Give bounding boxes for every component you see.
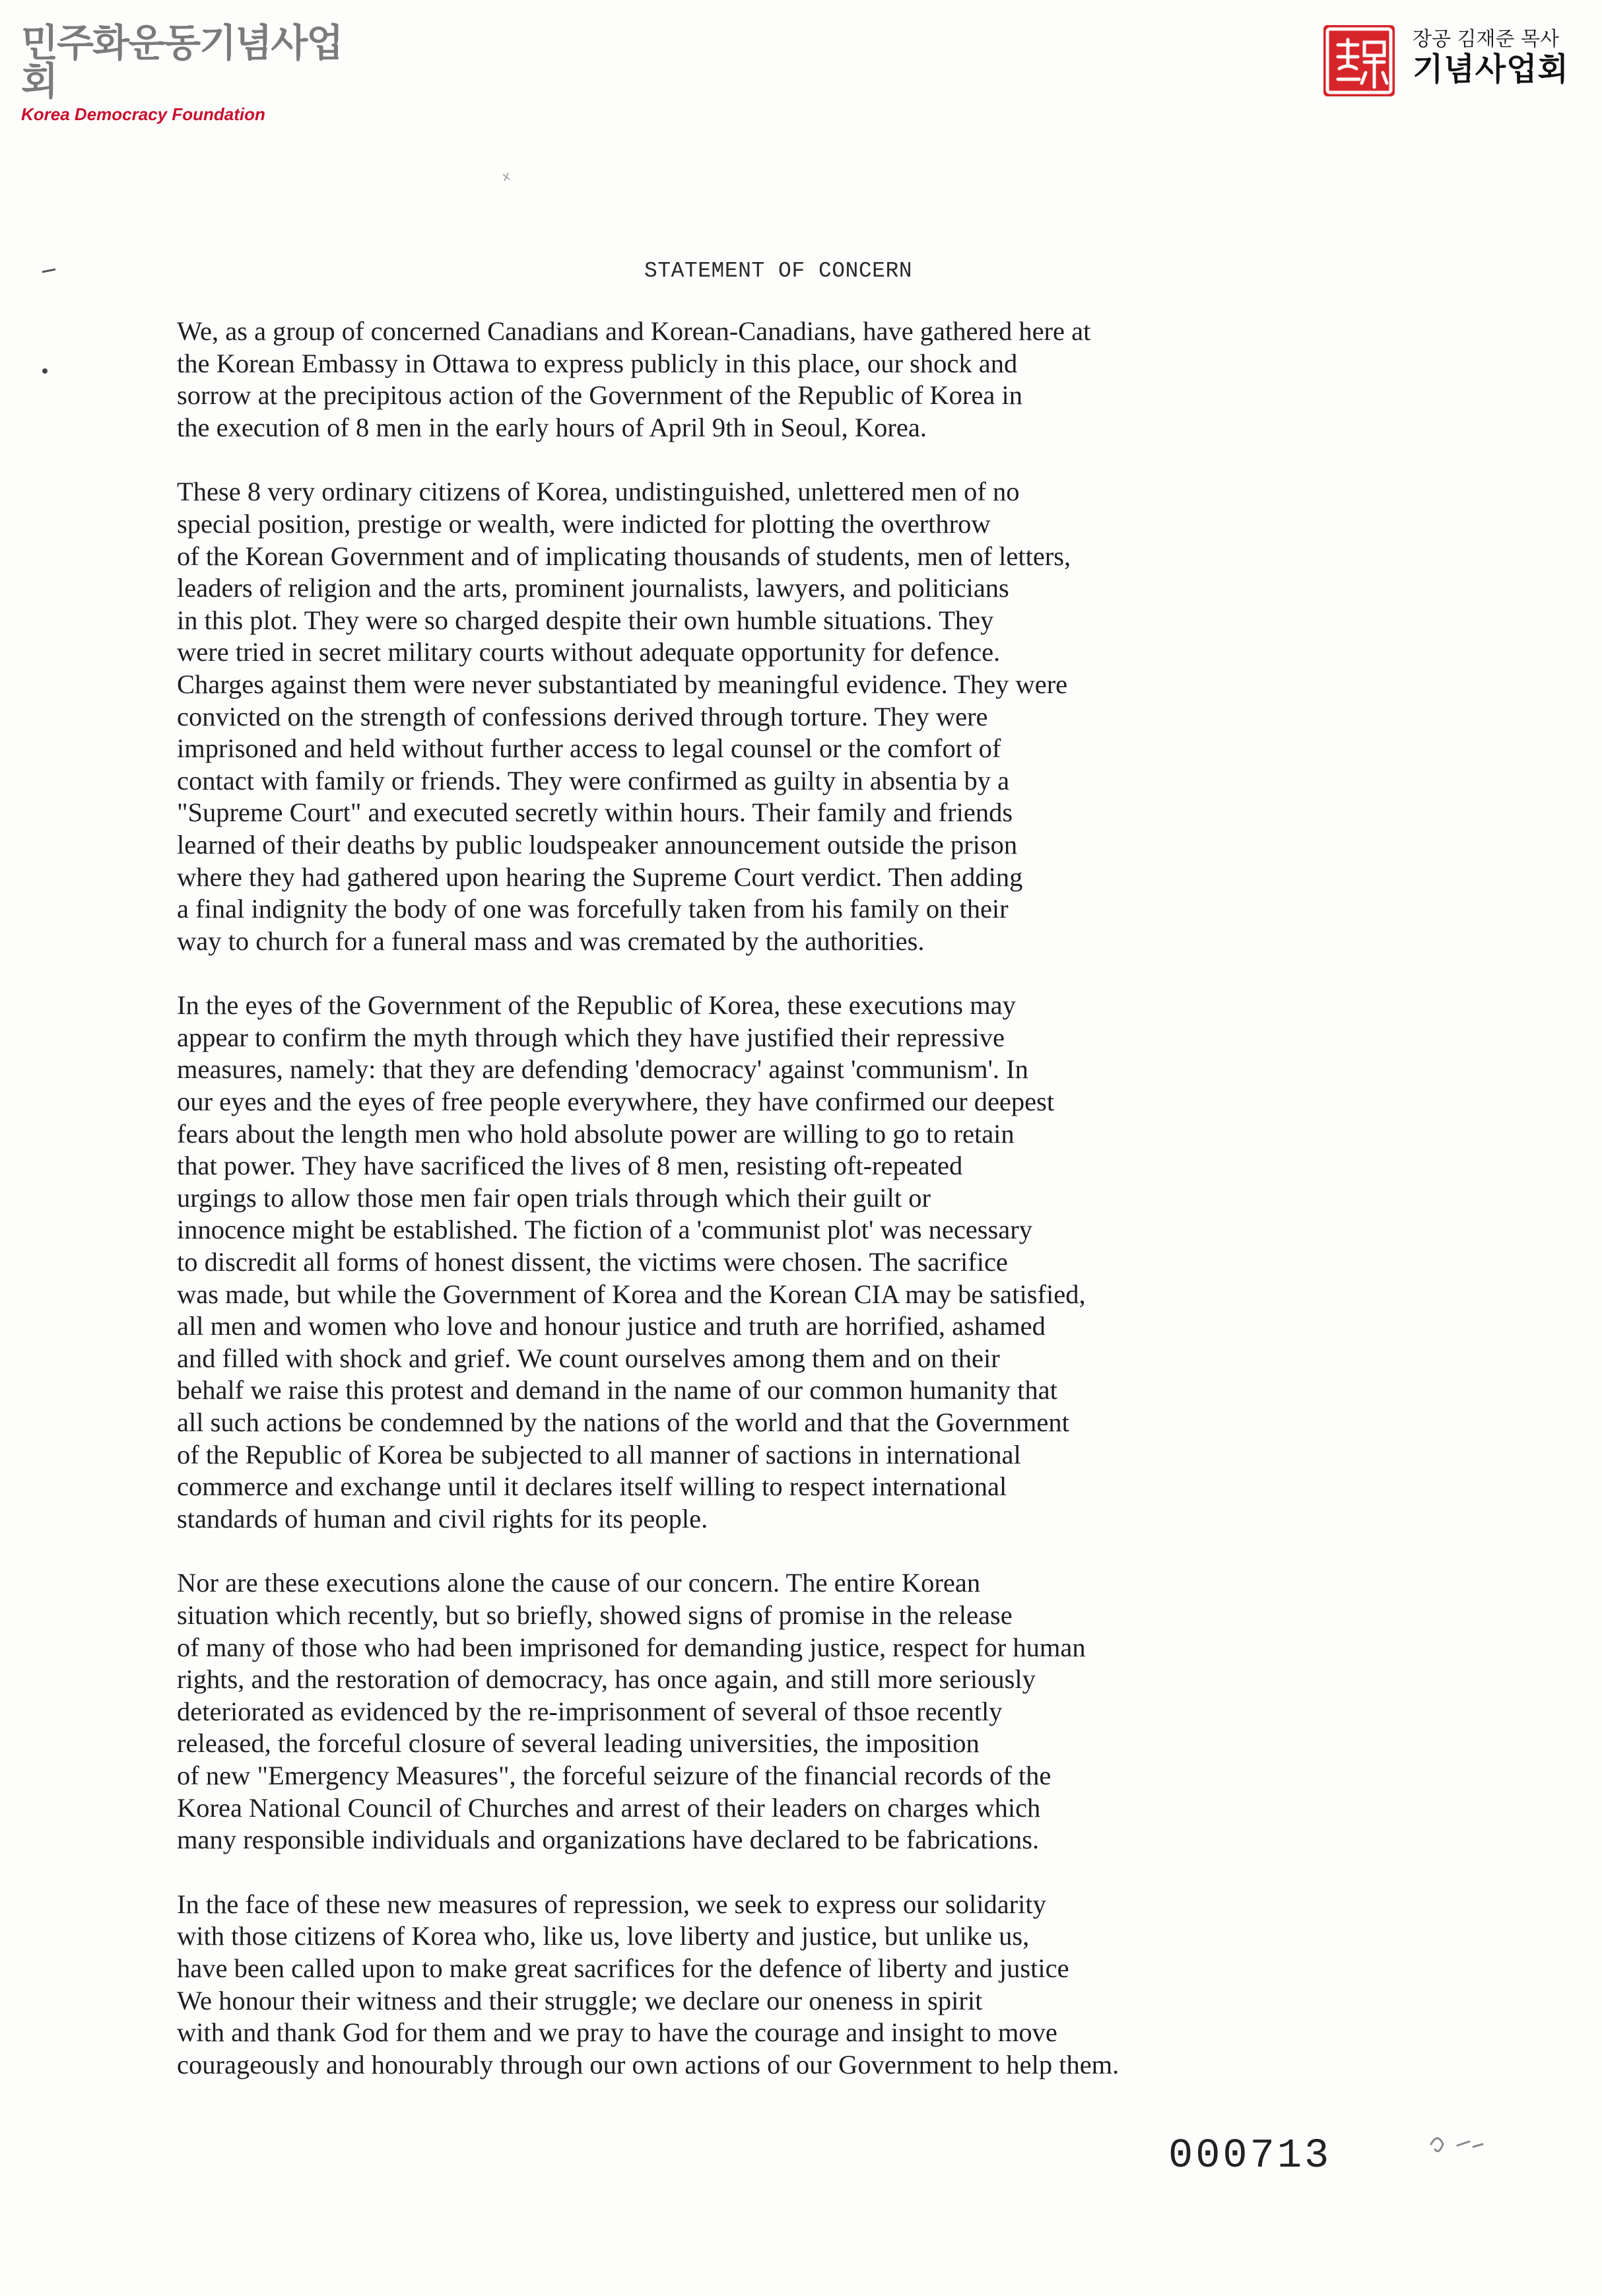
text-line: We honour their witness and their struggle; we declare our oneness in spirit xyxy=(177,1985,983,2015)
memorial-title: 기념사업회 xyxy=(1413,51,1569,88)
paragraph xyxy=(177,1567,1530,1856)
text-line: innocence might be established. The fiction of a 'communist plot' was necessary xyxy=(177,1215,1032,1245)
text-line: special position, prestige or wealth, were indicted for plotting the overthrow xyxy=(177,508,991,539)
text-line: appear to confirm the myth through which they have justified their repressive xyxy=(177,1022,1005,1052)
foundation-english-name: Korea Democracy Foundation xyxy=(21,104,265,124)
text-line: situation which recently, but so briefly, showed signs of promise in the release xyxy=(177,1600,1013,1630)
text-line: of many of those who had been imprisoned for demanding justice, respect for human xyxy=(177,1632,1086,1662)
text-line: In the face of these new measures of repression, we seek to express our solidarity xyxy=(177,1889,1046,1919)
text-line: of new "Emergency Measures", the forceful seizure of the financial records of the xyxy=(177,1760,1051,1790)
text-line: of the Republic of Korea be subjected to all manner of sactions in international xyxy=(177,1439,1021,1469)
text-line: These 8 very ordinary citizens of Korea, undistinguished, unlettered men of no xyxy=(177,477,1020,507)
text-line: Nor are these executions alone the cause of our concern. The entire Korean xyxy=(177,1568,981,1598)
document-title: STATEMENT OF CONCERN xyxy=(644,259,913,283)
speck-mark xyxy=(500,170,514,184)
foundation-korean-name: 민주화운동기념사업회 xyxy=(21,20,343,104)
text-line: commerce and exchange until it declares itself willing to respect international xyxy=(177,1471,1007,1502)
text-line: rights, and the restoration of democracy, has once again, and still more seriously xyxy=(177,1664,1036,1695)
text-line: to discredit all forms of honest dissent, the victims were chosen. The sacrifice xyxy=(177,1247,1008,1277)
text-line: imprisoned and held without further access to legal counsel or the comfort of xyxy=(177,733,1001,764)
text-line: was made, but while the Government of Korea and the Korean CIA may be satisfied, xyxy=(177,1279,1086,1309)
margin-dot-mark xyxy=(38,364,51,378)
text-line: sorrow at the precipitous action of the Government of the Republic of Korea in xyxy=(177,380,1022,411)
text-line: way to church for a funeral mass and was cremated by the authorities. xyxy=(177,926,925,956)
text-line: with and thank God for them and we pray to have the courage and insight to move xyxy=(177,2017,1057,2048)
paragraph xyxy=(177,476,1530,957)
memorial-subtitle: 장공 김재준 목사 xyxy=(1413,28,1559,51)
text-line: were tried in secret military courts without adequate opportunity for defence. xyxy=(177,637,1001,667)
paragraph xyxy=(177,1889,1530,2081)
text-line: measures, namely: that they are defending 'democracy' against 'communism'. In xyxy=(177,1054,1028,1085)
pencil-scribble-mark xyxy=(1426,2124,1505,2164)
text-line: "Supreme Court" and executed secretly within hours. Their family and friends xyxy=(177,797,1013,828)
text-line: the execution of 8 men in the early hours of April 9th in Seoul, Korea. xyxy=(177,412,927,442)
text-line: with those citizens of Korea who, like us, love liberty and justice, but unlike us, xyxy=(177,1921,1030,1951)
text-line: We, as a group of concerned Canadians and Korean-Canadians, have gathered here at xyxy=(177,316,1091,346)
text-line: deteriorated as evidenced by the re-imprisonment of several of thsoe recently xyxy=(177,1696,1003,1726)
text-line: a final indignity the body of one was forcefully taken from his family on their xyxy=(177,894,1009,924)
korea-democracy-foundation-logo xyxy=(21,20,364,124)
red-seal-icon xyxy=(1323,25,1395,96)
text-line: learned of their deaths by public loudspeaker announcement outside the prison xyxy=(177,829,1018,860)
text-line: urgings to allow those men fair open trials through which their guilt or xyxy=(177,1182,931,1213)
text-line: convicted on the strength of confessions derived through torture. They were xyxy=(177,701,988,731)
margin-tick-mark xyxy=(40,264,59,277)
text-line: courageously and honourably through our own actions of our Government to help them. xyxy=(177,2049,1119,2079)
text-line: our eyes and the eyes of free people everywhere, they have confirmed our deepest xyxy=(177,1087,1055,1117)
text-line: and filled with shock and grief. We count ourselves among them and on their xyxy=(177,1343,1000,1373)
text-line: all such actions be condemned by the nations of the world and that the Government xyxy=(177,1407,1069,1437)
document-body xyxy=(177,316,1530,2113)
text-line: the Korean Embassy in Ottawa to express publicly in this place, our shock and xyxy=(177,348,1018,378)
text-line: Korea National Council of Churches and arrest of their leaders on charges which xyxy=(177,1792,1041,1823)
text-line: leaders of religion and the arts, prominent journalists, lawyers, and politicians xyxy=(177,573,1009,603)
text-line: of the Korean Government and of implicating thousands of students, men of letters, xyxy=(177,541,1071,571)
text-line: fears about the length men who hold absolute power are willing to go to retain xyxy=(177,1118,1015,1149)
text-line: standards of human and civil rights for its people. xyxy=(177,1503,708,1534)
kim-jae-jun-memorial-logo xyxy=(1323,25,1581,101)
text-line: released, the forceful closure of several leading universities, the imposition xyxy=(177,1728,980,1759)
text-line: that power. They have sacrificed the lives of 8 men, resisting oft-repeated xyxy=(177,1151,963,1181)
text-line: all men and women who love and honour justice and truth are horrified, ashamed xyxy=(177,1311,1046,1341)
paragraph xyxy=(177,990,1530,1535)
text-line: contact with family or friends. They were confirmed as guilty in absentia by a xyxy=(177,765,1010,795)
text-line: Charges against them were never substantiated by meaningful evidence. They were xyxy=(177,669,1068,699)
document-number: 000713 xyxy=(1168,2132,1332,2179)
paragraph xyxy=(177,316,1530,444)
text-line: In the eyes of the Government of the Republic of Korea, these executions may xyxy=(177,990,1016,1021)
text-line: where they had gathered upon hearing the Supreme Court verdict. Then adding xyxy=(177,861,1023,892)
text-line: in this plot. They were so charged despite their own humble situations. They xyxy=(177,605,994,635)
text-line: many responsible individuals and organizations have declared to be fabrications. xyxy=(177,1825,1040,1855)
text-line: have been called upon to make great sacrifices for the defence of liberty and justice xyxy=(177,1953,1069,1983)
text-line: behalf we raise this protest and demand in the name of our common humanity that xyxy=(177,1375,1057,1405)
